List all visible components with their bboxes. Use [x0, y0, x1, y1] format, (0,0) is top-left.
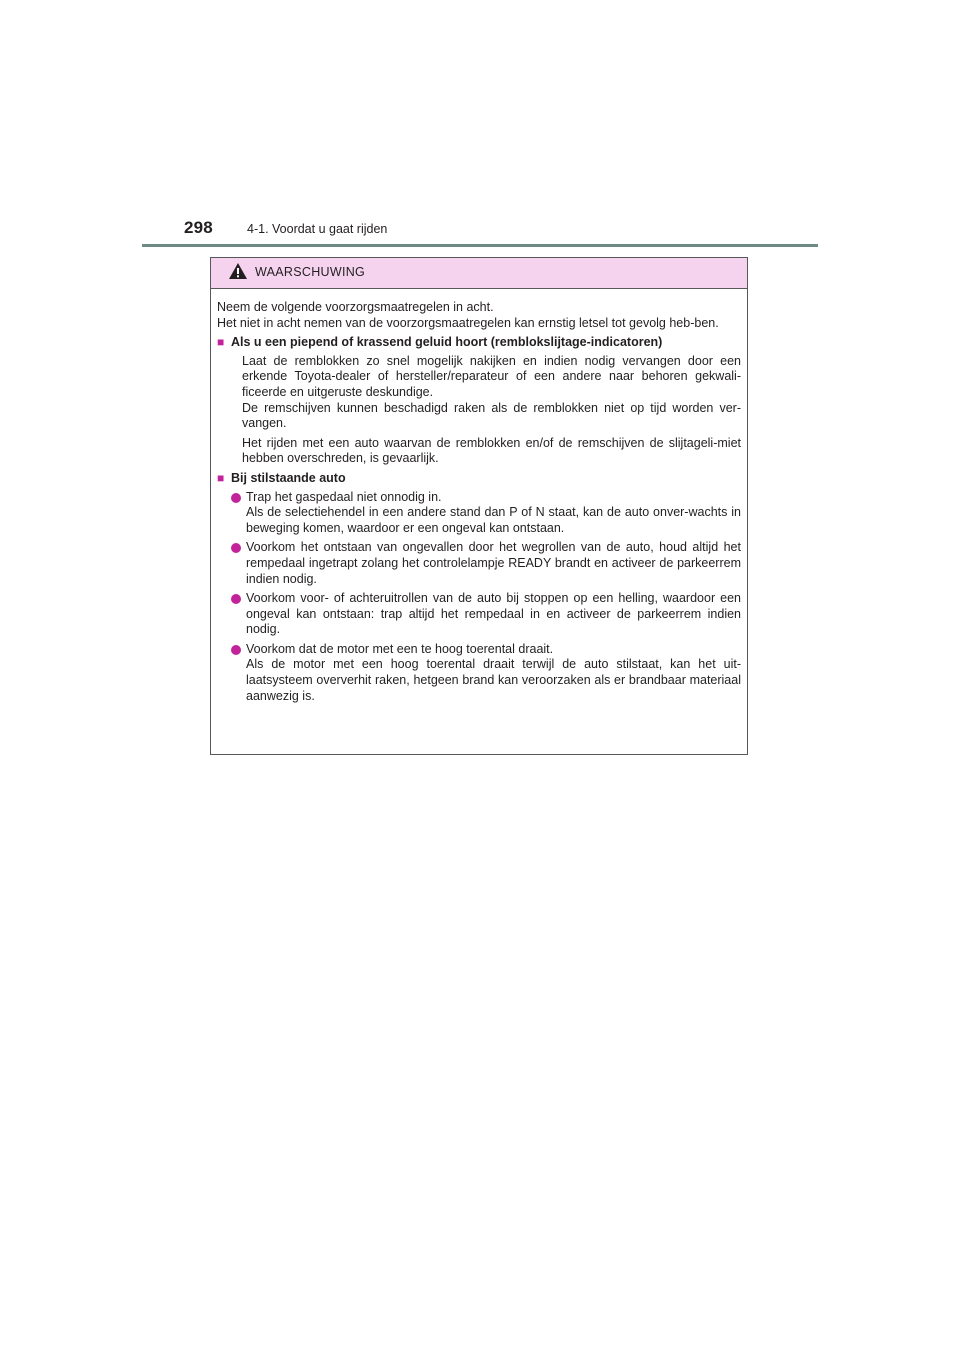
heading-text: Als u een piepend of krassend geluid hoort (remblokslijtage-indicatoren) [231, 335, 663, 350]
heading-text: Bij stilstaande auto [231, 470, 346, 485]
list-item-text: Voorkom voor- of achteruitrollen van de auto bij stoppen op een helling, waardoor een ongeval kan ontstaan: trap altijd het rempedaal in en activeer de parkeerrem indien nodig. [246, 591, 741, 637]
page-number: 298 [184, 218, 213, 237]
list-item-text [246, 490, 741, 537]
list-item [217, 591, 741, 638]
paragraph: Het rijden met een auto waarvan de remblokken en/of de remschijven de slijtageli-miet hebben overschreden, is gevaarlijk. [242, 435, 741, 466]
list-item [217, 642, 741, 704]
paragraph-line: De remschijven kunnen beschadigd raken als de remblokken niet op tijd worden ver-vangen. [242, 400, 741, 431]
section-title: 4-1. Voordat u gaat rijden [247, 222, 388, 236]
list-item-text [246, 642, 741, 704]
bullet-dot-icon [231, 645, 241, 655]
warning-triangle-icon [228, 262, 248, 285]
warning-intro [217, 300, 741, 331]
list-item [217, 490, 741, 537]
list-item [217, 540, 741, 587]
warning-body [211, 289, 747, 704]
list-item-line: Trap het gaspedaal niet onnodig in. [246, 489, 442, 504]
list-item-line: Als de motor met een hoog toerental draait terwijl de auto stilstaat, kan het uit-laatsysteem oververhit raken, hetgeen brand kan veroorzaken als er brandbaar materiaal aanwezig is. [246, 657, 741, 703]
header-rule [142, 244, 818, 247]
intro-line: Neem de volgende voorzorgsmaatregelen in acht. [217, 300, 494, 314]
warning-title: WAARSCHUWING [255, 265, 366, 279]
paragraph [217, 354, 741, 432]
square-bullet-icon: ■ [217, 470, 225, 485]
warning-box [210, 257, 748, 755]
intro-line: Het niet in acht nemen van de voorzorgsmaatregelen kan ernstig letsel tot gevolg heb-ben. [217, 315, 719, 330]
bullet-dot-icon [231, 594, 241, 604]
section-heading-stationary [217, 471, 741, 487]
paragraph-line: Laat de remblokken zo snel mogelijk nakijken en indien nodig vervangen door een erkende Toyota-dealer of hersteller/reparateur of een andere naar behoren gekwali-ficeerde en uitgeruste deskundige. [242, 353, 741, 399]
warning-header [211, 258, 747, 289]
list-item-text: Voorkom het ontstaan van ongevallen door het wegrollen van de auto, houd altijd het rempedaal ingetrapt zolang het controlelampje READY brandt en activeer de parkeerrem indien nodig. [246, 540, 741, 586]
square-bullet-icon: ■ [217, 335, 225, 350]
bullet-dot-icon [231, 493, 241, 503]
list-item-line: Voorkom dat de motor met een te hoog toerental draait. [246, 641, 554, 656]
list-item-line: Als de selectiehendel in een andere stand dan P of N staat, kan de auto onver-wachts in beweging komen, waardoor er een ongeval kan ontstaan. [246, 505, 741, 535]
bullet-dot-icon [231, 543, 241, 553]
section-heading-brake-pads [217, 335, 741, 351]
